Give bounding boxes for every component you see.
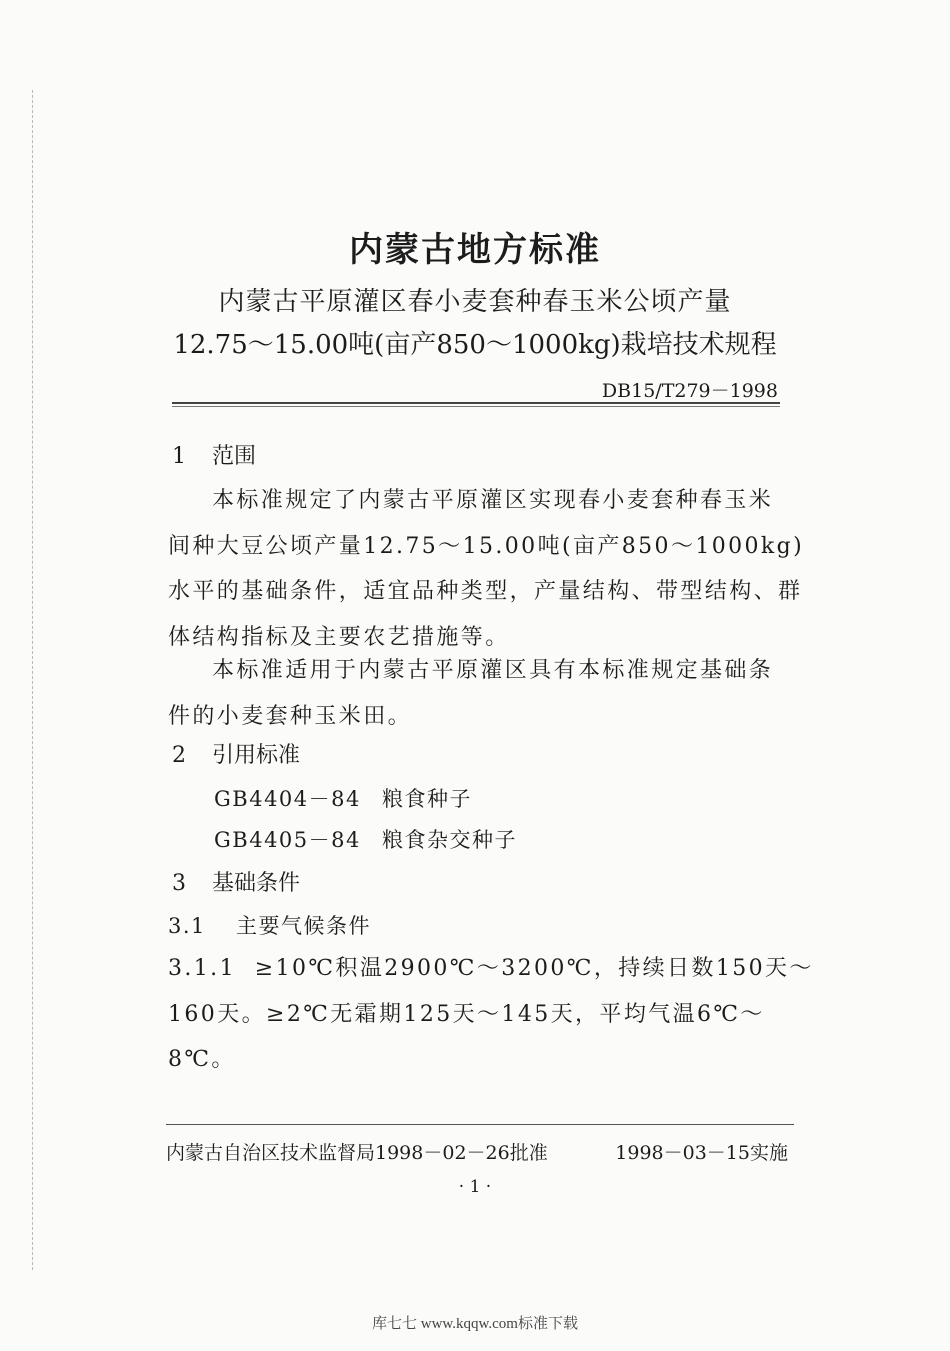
section-2-heading <box>172 738 300 769</box>
section-1-paragraph-2 <box>168 648 808 739</box>
document-subtitle-line1: 内蒙古平原灌区春小麦套种春玉米公顷产量 <box>218 287 732 317</box>
reference-name: 粮食种子 <box>382 787 472 811</box>
paragraph-line <box>168 946 828 992</box>
section-1-paragraph-1 <box>168 478 808 660</box>
section-title: 引用标准 <box>212 743 301 768</box>
reference-item <box>214 783 472 813</box>
paragraph-line: 间种大豆公顷产量12.75～15.00吨(亩产850～1000kg) <box>168 533 805 559</box>
reference-code: GB4405－84 <box>214 828 361 852</box>
paragraph-line: 本标准适用于内蒙古平原灌区具有本标准规定基础条 <box>212 658 774 683</box>
clause-code: 3.1.1 <box>168 956 236 981</box>
approval-date: 内蒙古自治区技术监督局1998－02－26批准 <box>166 1142 548 1164</box>
reference-name: 粮食杂交种子 <box>382 828 517 852</box>
subsection-title: 主要气候条件 <box>236 914 371 938</box>
document-title: 内蒙古地方标准 <box>349 230 601 270</box>
implementation-date: 1998－03－15实施 <box>615 1142 788 1164</box>
clause-text: ≥10℃积温2900℃～3200℃，持续日数150天～ <box>254 956 814 981</box>
reference-code: GB4404－84 <box>214 787 361 811</box>
clause-3-1-1 <box>168 946 828 1083</box>
subsection-3-1 <box>168 910 371 940</box>
paragraph-line: 8℃。 <box>168 1047 236 1072</box>
header-rule <box>172 402 780 404</box>
page-number: · 1 · <box>458 1177 492 1197</box>
subsection-code: 3.1 <box>168 914 206 938</box>
section-number: 3 <box>172 871 186 896</box>
standard-number: DB15/T279－1998 <box>601 380 778 402</box>
paragraph-line: 体结构指标及主要农艺措施等。 <box>168 624 510 650</box>
section-title: 范围 <box>212 444 257 469</box>
section-number: 1 <box>172 444 186 469</box>
section-1-heading <box>172 439 256 470</box>
watermark-text: 库七七 www.kqqw.com标准下载 <box>372 1316 578 1332</box>
paragraph-line: 水平的基础条件，适宜品种类型，产量结构、带型结构、群 <box>168 579 803 604</box>
header-rule-thin <box>172 406 780 407</box>
section-number: 2 <box>172 743 186 768</box>
section-3-heading <box>172 866 300 897</box>
paragraph-line: 本标准规定了内蒙古平原灌区实现春小麦套种春玉米 <box>212 488 774 513</box>
footer-rule <box>166 1124 794 1125</box>
document-subtitle-line2: 12.75～15.00吨(亩产850～1000kg)栽培技术规程 <box>173 330 777 360</box>
paragraph-line: 件的小麦套种玉米田。 <box>168 703 413 729</box>
section-title: 基础条件 <box>212 871 301 896</box>
reference-item <box>214 824 517 854</box>
paragraph-line: 160天。≥2℃无霜期125天～145天，平均气温6℃～ <box>168 1001 765 1027</box>
